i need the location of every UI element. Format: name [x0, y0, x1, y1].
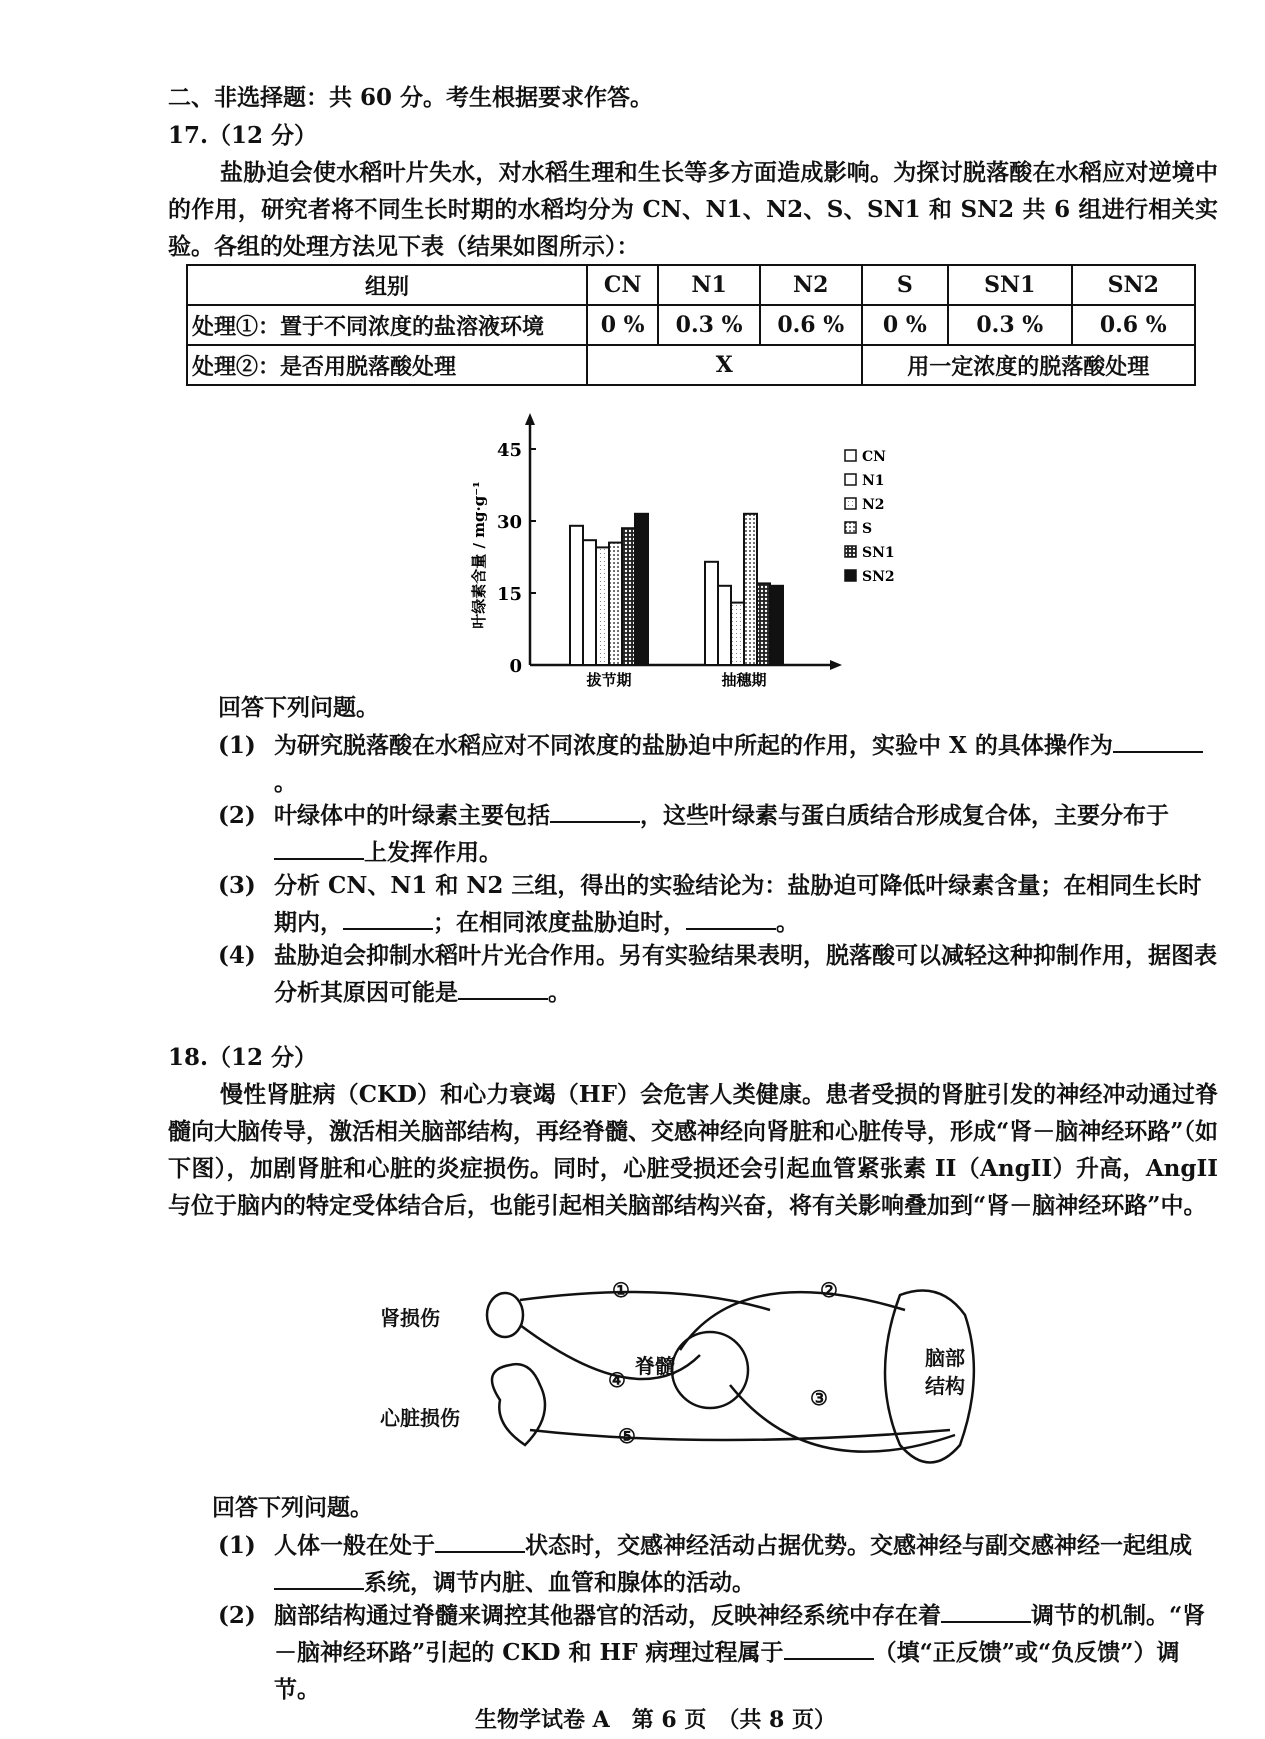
q18-intro: 慢性肾脏病（CKD）和心力衰竭（HF）会危害人类健康。患者受损的肾脏引发的神经冲动通过脊髓向大脑传导，激活相关脑部结构，再经脊髓、交感神经向肾脏和心脏传导，形成“肾－脑神经环路”（如下图），加剧肾脏和心脏的炎症损伤。同时，心脏受损还会引起血管紧张素 II（AngII）升高，AngII 与位于脑内的特定受体结合后，也能引起相关脑部结构兴奋，将有关影响叠加到“肾－脑神经环路”中。: [168, 1081, 1218, 1219]
answer-blank[interactable]: [435, 1529, 525, 1553]
heart-shape: [492, 1364, 545, 1445]
question-text: ，这些叶绿素与蛋白质结合形成复合体，主要分布于: [640, 802, 1169, 829]
answer-blank[interactable]: [1113, 729, 1203, 753]
sub-question-number: (1): [218, 732, 256, 759]
question-text: 系统，调节内脏、血管和腺体的活动。: [364, 1569, 755, 1596]
table-cell: SN2: [1072, 265, 1195, 305]
q17-number: 17.（12 分）: [168, 122, 318, 149]
y-tick-label: 45: [496, 440, 522, 461]
legend-label: S: [862, 521, 873, 537]
legend-swatch-SN1: [845, 546, 856, 557]
path-5: [530, 1430, 950, 1440]
treatment-table: [186, 264, 1196, 386]
sub-question-number: (2): [218, 1602, 256, 1629]
question-text: 。: [274, 769, 297, 796]
table-cell: 0.3 %: [948, 305, 1071, 345]
sub-question-number: (4): [218, 942, 256, 969]
bar-N1-0: [583, 540, 596, 665]
bar-N2-1: [731, 603, 744, 665]
legend-swatch-SN2: [845, 570, 856, 581]
y-tick-label: 15: [496, 584, 522, 605]
table-header-row: [187, 265, 1195, 305]
table-cell: 0 %: [587, 305, 658, 345]
page-footer: 生物学试卷 A 第 6 页 （共 8 页）: [475, 1707, 836, 1733]
sub-question: [218, 937, 1218, 1011]
question-text: 调节的机制。“肾－脑神经环路”引起的 CKD 和 HF 病理过程属于: [274, 1602, 1206, 1666]
sub-question: [218, 727, 1218, 801]
bar-SN1-0: [622, 528, 635, 665]
answer-blank[interactable]: [343, 906, 433, 930]
answer-blank[interactable]: [274, 1566, 364, 1590]
spinal-label: 脊髓: [635, 1354, 675, 1378]
legend-label: N1: [862, 473, 885, 489]
chlorophyll-bar-chart: [460, 405, 920, 695]
answer-blank[interactable]: [686, 906, 776, 930]
brain-label-1: 脑部: [925, 1346, 965, 1370]
sub-question-number: (2): [218, 802, 256, 829]
legend-label: N2: [862, 497, 885, 513]
q18-answer-prompt: 回答下列问题。: [212, 1494, 373, 1521]
bar-S-1: [744, 514, 757, 665]
table-cell: N2: [760, 265, 862, 305]
legend-swatch-N1: [845, 474, 856, 485]
sub-question: [218, 1527, 1218, 1601]
mark-3: ③: [810, 1386, 828, 1410]
question-text: ；在相同浓度盐胁迫时，: [433, 909, 686, 936]
sub-question: [218, 797, 1218, 871]
section-title: 二、非选择题：共 60 分。考生根据要求作答。: [168, 84, 654, 111]
kidney-brain-circuit-diagram: [380, 1275, 980, 1475]
question-text: 状态时，交感神经活动占据优势。交感神经与副交感神经一起组成: [525, 1532, 1192, 1559]
mark-5: ⑤: [618, 1424, 636, 1448]
question-text: 为研究脱落酸在水稻应对不同浓度的盐胁迫中所起的作用，实验中 X 的具体操作为: [274, 732, 1113, 759]
table-cell: 0 %: [862, 305, 949, 345]
bar-CN-0: [570, 526, 583, 665]
answer-blank[interactable]: [941, 1599, 1031, 1623]
mark-2: ②: [820, 1278, 838, 1302]
answer-blank[interactable]: [458, 976, 548, 1000]
table-cell: SN1: [948, 265, 1071, 305]
sub-question-number: (1): [218, 1532, 256, 1559]
table-cell: 用一定浓度的脱落酸处理: [862, 345, 1195, 385]
kidney-shape: [487, 1293, 523, 1337]
bar-S-0: [609, 543, 622, 665]
kidney-label: 肾损伤: [380, 1306, 440, 1330]
y-tick-label: 30: [496, 512, 522, 533]
table-cell: X: [587, 345, 862, 385]
question-text: 叶绿体中的叶绿素主要包括: [274, 802, 550, 829]
x-tick-label: 抽穗期: [721, 671, 767, 689]
x-tick-label: 拔节期: [586, 671, 632, 689]
legend-label: CN: [862, 449, 886, 465]
path-1: [520, 1292, 770, 1310]
table-cell: 0.3 %: [658, 305, 760, 345]
bar-N2-0: [596, 547, 609, 665]
y-tick-label: 0: [509, 656, 522, 677]
table-cell: 处理①：置于不同浓度的盐溶液环境: [187, 305, 587, 345]
x-axis-arrow: [830, 660, 842, 670]
table-cell: 组别: [187, 265, 587, 305]
legend-swatch-N2: [845, 498, 856, 509]
table-cell: 处理②：是否用脱落酸处理: [187, 345, 587, 385]
sub-question: [218, 1597, 1218, 1708]
question-text: 。: [548, 979, 571, 1006]
sub-question-number: (3): [218, 872, 256, 899]
bar-SN1-1: [757, 583, 770, 665]
answer-blank[interactable]: [550, 799, 640, 823]
table-cell: 0.6 %: [760, 305, 862, 345]
legend-swatch-CN: [845, 450, 856, 461]
table-cell: CN: [587, 265, 658, 305]
path-3: [730, 1385, 955, 1452]
y-axis-label: 叶绿素含量 / mg·g⁻¹: [470, 481, 488, 629]
question-text: 。: [776, 909, 799, 936]
table-row: [187, 345, 1195, 385]
bar-N1-1: [718, 586, 731, 665]
question-text: 分析 CN、N1 和 N2 三组，得出的实验结论为：盐胁迫可降低叶绿素含量；在相同生长时期内，: [274, 872, 1202, 936]
question-text: （填“正反馈”或“负反馈”）调节。: [274, 1639, 1180, 1703]
question-text: 脑部结构通过脊髓来调控其他器官的活动，反映神经系统中存在着: [274, 1602, 941, 1629]
legend-swatch-S: [845, 522, 856, 533]
brain-label-2: 结构: [925, 1374, 965, 1398]
bar-SN2-0: [635, 514, 648, 665]
q17-intro: 盐胁迫会使水稻叶片失水，对水稻生理和生长等多方面造成影响。为探讨脱落酸在水稻应对逆境中的作用，研究者将不同生长时期的水稻均分为 CN、N1、N2、S、SN1 和 SN2 共 6 组进行相关实验。各组的处理方法见下表（结果如图所示）：: [168, 159, 1218, 260]
legend-label: SN2: [862, 569, 895, 585]
table-cell: S: [862, 265, 949, 305]
bar-SN2-1: [770, 586, 783, 665]
heart-label: 心脏损伤: [380, 1406, 460, 1430]
question-text: 上发挥作用。: [364, 839, 502, 866]
answer-blank[interactable]: [274, 836, 364, 860]
q17-answer-prompt: 回答下列问题。: [218, 694, 379, 721]
mark-1: ①: [612, 1278, 630, 1302]
y-axis-arrow: [525, 413, 535, 425]
sub-question: [218, 867, 1218, 941]
legend-label: SN1: [862, 545, 895, 561]
q18-number: 18.（12 分）: [168, 1044, 318, 1071]
path-2: [680, 1292, 905, 1350]
answer-blank[interactable]: [784, 1636, 874, 1660]
bar-CN-1: [705, 562, 718, 665]
question-text: 人体一般在处于: [274, 1532, 435, 1559]
table-cell: N1: [658, 265, 760, 305]
question-text: 盐胁迫会抑制水稻叶片光合作用。另有实验结果表明，脱落酸可以减轻这种抑制作用，据图表分析其原因可能是: [274, 942, 1217, 1006]
table-row: [187, 305, 1195, 345]
mark-4: ④: [608, 1368, 626, 1392]
table-cell: 0.6 %: [1072, 305, 1195, 345]
